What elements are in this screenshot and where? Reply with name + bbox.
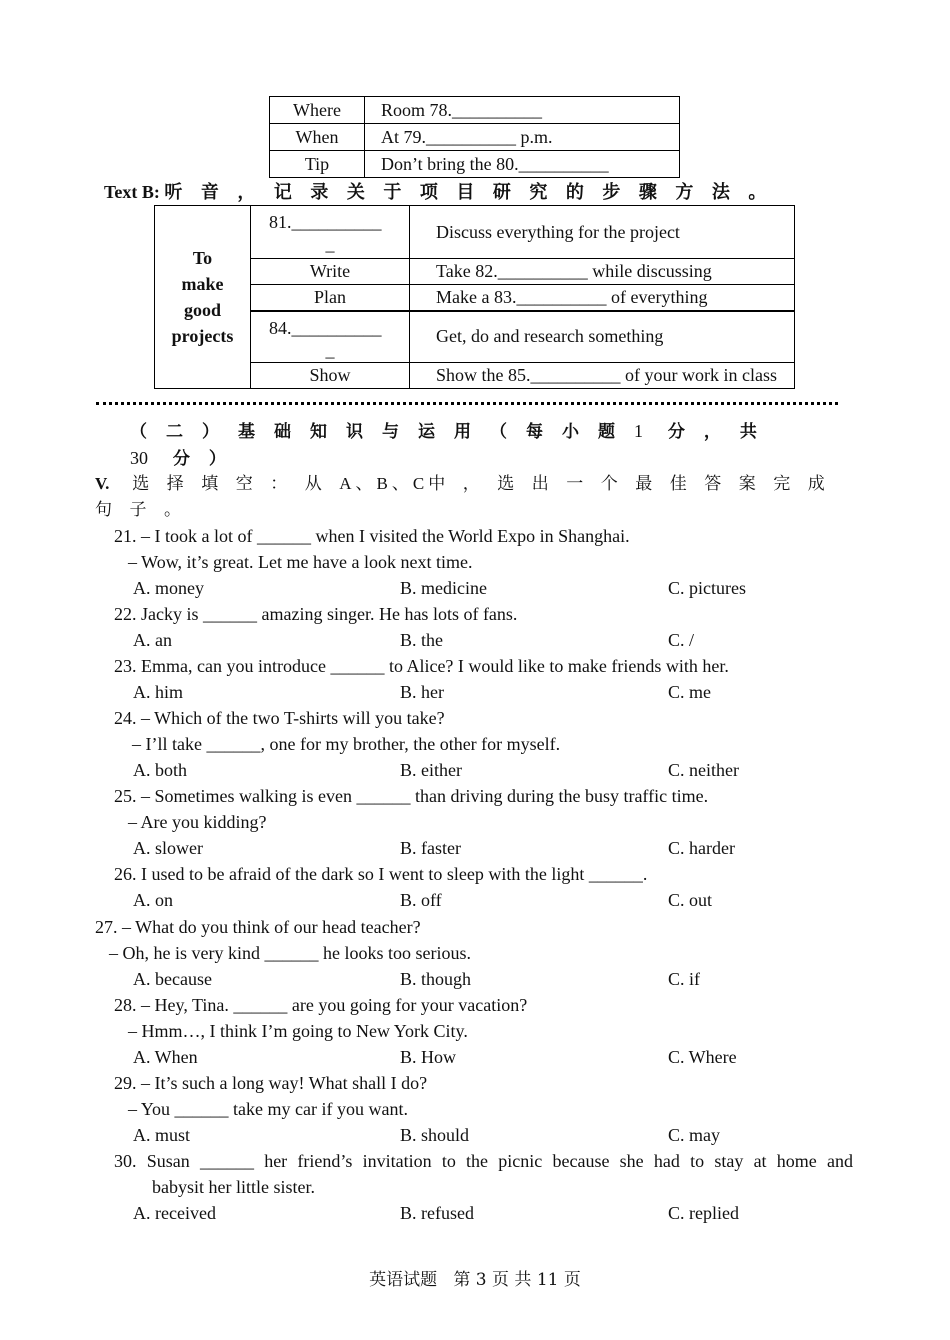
section-title-number: 30 xyxy=(130,448,148,468)
step-cell xyxy=(251,206,410,259)
section-title-number: 1 xyxy=(634,421,643,441)
question-line: 23. Emma, can you introduce ______ to Alice? I would like to make friends with her. xyxy=(114,656,729,676)
question-line: – Are you kidding? xyxy=(128,812,267,832)
option-a: A. both xyxy=(133,760,187,780)
text-b-instruction: 听音，记录关于项目研究的步骤方法。 xyxy=(164,182,785,203)
row-label: Where xyxy=(270,97,365,124)
section-v-heading xyxy=(95,471,847,523)
section-title-part: （二）基础知识与运用（每小题 xyxy=(130,422,634,442)
question-line: 29. – It’s such a long way! What shall I do? xyxy=(114,1073,428,1093)
section-title-part: 分） xyxy=(172,449,245,469)
side-label-line: make xyxy=(181,274,224,294)
step-cell: Plan xyxy=(251,285,410,311)
option-a: A. him xyxy=(133,682,184,702)
step-cell: Write xyxy=(251,259,410,285)
section-title-part: 分，共 xyxy=(667,422,776,442)
option-a: A. money xyxy=(133,578,204,598)
step-blank-tail: _ xyxy=(325,234,335,254)
question-line: 25. – Sometimes walking is even ______ than driving during the busy traffic time. xyxy=(114,786,709,806)
option-b: B. medicine xyxy=(400,578,487,598)
desc-cell: Take 82.__________ while discussing xyxy=(410,259,795,285)
row-value: Room 78.__________ xyxy=(365,97,680,124)
page-number: 3 xyxy=(475,1270,487,1290)
desc-cell: Discuss everything for the project xyxy=(410,206,795,259)
text-b-label: Text B: xyxy=(104,182,160,202)
table-row xyxy=(270,124,680,151)
question-line: 30. Susan ______ her friend’s invitation to the picnic because she had to stay at home and xyxy=(114,1151,853,1171)
question-line: 21. – I took a lot of ______ when I visited the World Expo in Shanghai. xyxy=(114,526,630,546)
option-c: C. harder xyxy=(668,838,735,858)
option-b: B. though xyxy=(400,969,472,989)
question-line: 24. – Which of the two T-shirts will you take? xyxy=(114,708,445,728)
option-a: A. must xyxy=(133,1125,191,1145)
option-a: A. on xyxy=(133,890,173,910)
row-value: At 79.__________ p.m. xyxy=(365,124,680,151)
option-c: C. if xyxy=(668,969,701,989)
side-label-line: good xyxy=(183,300,221,320)
option-c: C. Where xyxy=(668,1047,737,1067)
question-line: 28. – Hey, Tina. ______ are you going for your vacation? xyxy=(114,995,528,1015)
desc-cell: Show the 85.__________ of your work in class xyxy=(410,363,795,389)
desc-cell: Get, do and research something xyxy=(410,311,795,363)
question-line: – Wow, it’s great. Let me have a look next time. xyxy=(128,552,473,572)
row-label: When xyxy=(270,124,365,151)
step-cell: Show xyxy=(251,363,410,389)
row-value: Don’t bring the 80.__________ xyxy=(365,151,680,178)
question-line: – You ______ take my car if you want. xyxy=(128,1099,408,1119)
option-b: B. either xyxy=(400,760,462,780)
step-blank: 81.__________ xyxy=(269,212,382,232)
text-b-heading xyxy=(104,178,785,204)
side-label-line: projects xyxy=(171,326,234,346)
option-b: B. How xyxy=(400,1047,457,1067)
page-footer xyxy=(0,1265,950,1290)
footer-text: 页 共 xyxy=(492,1270,532,1290)
question-line: babysit her little sister. xyxy=(152,1177,315,1197)
option-c: C. me xyxy=(668,682,711,702)
table-row xyxy=(270,151,680,178)
table-row xyxy=(155,363,795,389)
option-b: B. off xyxy=(400,890,442,910)
dotted-divider xyxy=(96,402,838,405)
option-c: C. out xyxy=(668,890,713,910)
table-row xyxy=(155,311,795,363)
option-a: A. an xyxy=(133,630,172,650)
question-line: 22. Jacky is ______ amazing singer. He has lots of fans. xyxy=(114,604,518,624)
listening-table-b xyxy=(154,205,795,389)
footer-text: 第 xyxy=(453,1270,471,1290)
option-b: B. should xyxy=(400,1125,470,1145)
footer-text: 页 xyxy=(563,1270,581,1290)
option-c: C. neither xyxy=(668,760,739,780)
desc-cell: Make a 83.__________ of everything xyxy=(410,285,795,311)
step-blank-tail: _ xyxy=(325,339,335,360)
row-label: Tip xyxy=(270,151,365,178)
footer-title: 英语试题 xyxy=(369,1270,438,1290)
table-row xyxy=(155,285,795,311)
total-pages: 11 xyxy=(536,1270,559,1290)
step-blank: 84.__________ xyxy=(269,317,382,338)
question-line: – Hmm…, I think I’m going to New York City. xyxy=(128,1021,468,1041)
table-row xyxy=(155,259,795,285)
section-v-instruction: 中，选出一个最佳答案完成句子。 xyxy=(95,474,843,520)
question-line: – Oh, he is very kind ______ he looks too serious. xyxy=(109,943,471,963)
question-line: – I’ll take ______, one for my brother, the other for myself. xyxy=(132,734,561,754)
option-c: C. may xyxy=(668,1125,720,1145)
question-line: 27. – What do you think of our head teacher? xyxy=(95,917,421,937)
option-b: B. faster xyxy=(400,838,461,858)
table-row xyxy=(270,97,680,124)
option-a: A. because xyxy=(133,969,212,989)
option-c: C. / xyxy=(668,630,695,650)
section-title xyxy=(130,418,820,472)
option-c: C. pictures xyxy=(668,578,746,598)
section-v-letters: A、B、C xyxy=(339,474,429,493)
section-v-instruction: 选择填空：从 xyxy=(132,474,340,494)
option-b: B. refused xyxy=(400,1203,474,1223)
side-label-line: To xyxy=(192,248,213,268)
option-b: B. her xyxy=(400,682,444,702)
option-a: A. When xyxy=(133,1047,198,1067)
option-c: C. replied xyxy=(668,1203,739,1223)
question-line: 26. I used to be afraid of the dark so I went to sleep with the light ______. xyxy=(114,864,648,884)
table-row xyxy=(155,206,795,259)
side-label xyxy=(155,206,251,389)
option-a: A. received xyxy=(133,1203,216,1223)
listening-table-a xyxy=(269,96,680,178)
section-v-label: V. xyxy=(95,474,110,493)
step-cell xyxy=(251,311,410,363)
option-b: B. the xyxy=(400,630,443,650)
option-a: A. slower xyxy=(133,838,203,858)
